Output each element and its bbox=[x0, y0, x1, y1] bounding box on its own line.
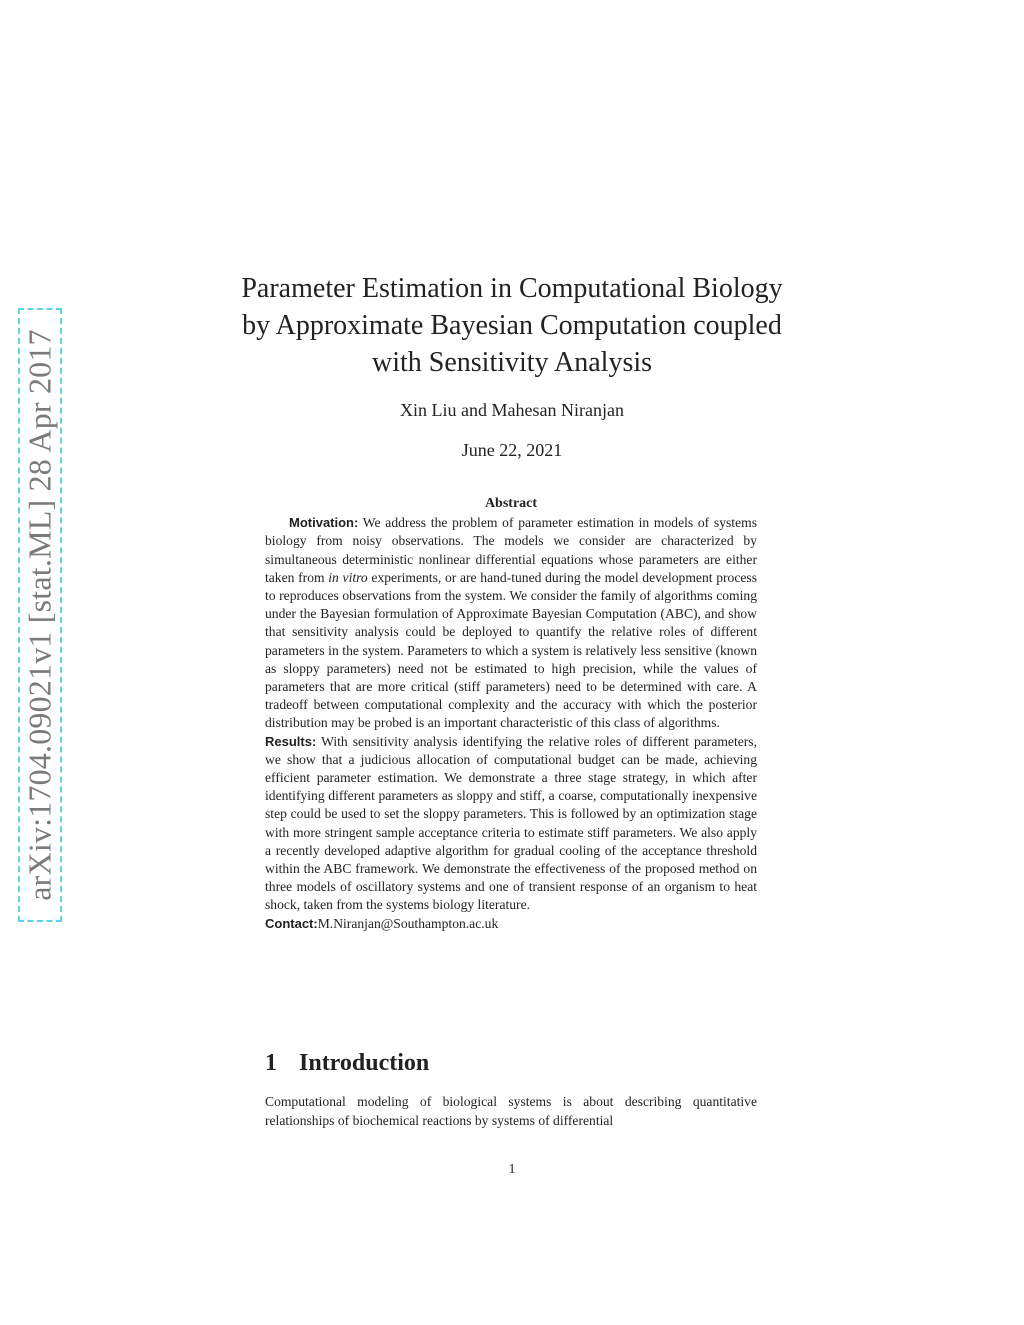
arxiv-id-label: arXiv:1704.09021v1 [stat.ML] 28 Apr 2017 bbox=[21, 329, 58, 901]
motivation-label: Motivation: bbox=[289, 515, 359, 531]
authors: Xin Liu and Mahesan Niranjan bbox=[400, 400, 624, 420]
results-text: With sensitivity analysis identifying the relative roles of different parameters, we show that a judicious allocation of computational budget can be made, achieving efficient parameter estimation. We demonstrate a three stage strategy, in which after identifying different parameters as sloppy and stiff, a coarse, computationally inexpensive step could be used to set the sloppy parameters. This is followed by an optimization stage with more stringent sample acceptance criteria to estimate stiff parameters. We also apply a recently developed adaptive algorithm for gradual cooling of the acceptance threshold within the ABC framework. We demonstrate the effectiveness of the proposed method on three models of oscillatory systems and one of transient response of an organism to heat shock, taken from the systems biology literature. bbox=[265, 733, 757, 913]
title-line-1: Parameter Estimation in Computational Biology bbox=[241, 273, 783, 304]
motivation-text-2: experiments, or are hand-tuned during the model development process to reproduces observations from the system. We consider the family of algorithms coming under the Bayesian formulation of Approximate Bayesian Computation (ABC), and show that sensitivity analysis could be deployed to quantify the relative roles of different parameters in the system. Parameters to which a system is relatively less sensitive (known as sloppy parameters) need not be estimated to high precision, while the values of parameters that are more critical (stiff parameters) need to be determined with care. A tradeoff between computational complexity and the accuracy with which the posterior distribution may be probed is an important characteristic of this class of algorithms. bbox=[265, 569, 757, 731]
section-title: Introduction bbox=[299, 1050, 430, 1076]
abstract-motivation bbox=[265, 514, 757, 732]
page-number: 1 bbox=[508, 1162, 516, 1177]
abstract-results bbox=[265, 733, 757, 915]
abstract-contact bbox=[265, 915, 757, 933]
abstract-heading: Abstract bbox=[484, 496, 538, 511]
paper-title bbox=[200, 270, 824, 381]
motivation-italic: in vitro bbox=[328, 569, 368, 585]
abstract bbox=[265, 495, 757, 933]
introduction-paragraph: Computational modeling of biological systems is about describing quantitative relationships of biochemical reactions by systems of differential bbox=[265, 1094, 757, 1128]
contact-email: M.Niranjan@Southampton.ac.uk bbox=[317, 915, 499, 931]
section-heading-introduction bbox=[265, 1050, 429, 1077]
title-line-3: with Sensitivity Analysis bbox=[371, 347, 653, 378]
motivation-text-1: We address the problem of parameter estimation in models of systems biology from noisy observations. The models we consider are characterized by simultaneous deterministic nonlinear differential equations whose parameters are either taken from bbox=[265, 515, 757, 585]
section-number: 1 bbox=[265, 1050, 277, 1076]
date: June 22, 2021 bbox=[461, 440, 563, 460]
contact-label: Contact: bbox=[265, 915, 318, 931]
arxiv-stamp bbox=[18, 308, 62, 922]
results-label: Results: bbox=[265, 733, 317, 749]
title-line-2: by Approximate Bayesian Computation coupled bbox=[242, 310, 782, 341]
